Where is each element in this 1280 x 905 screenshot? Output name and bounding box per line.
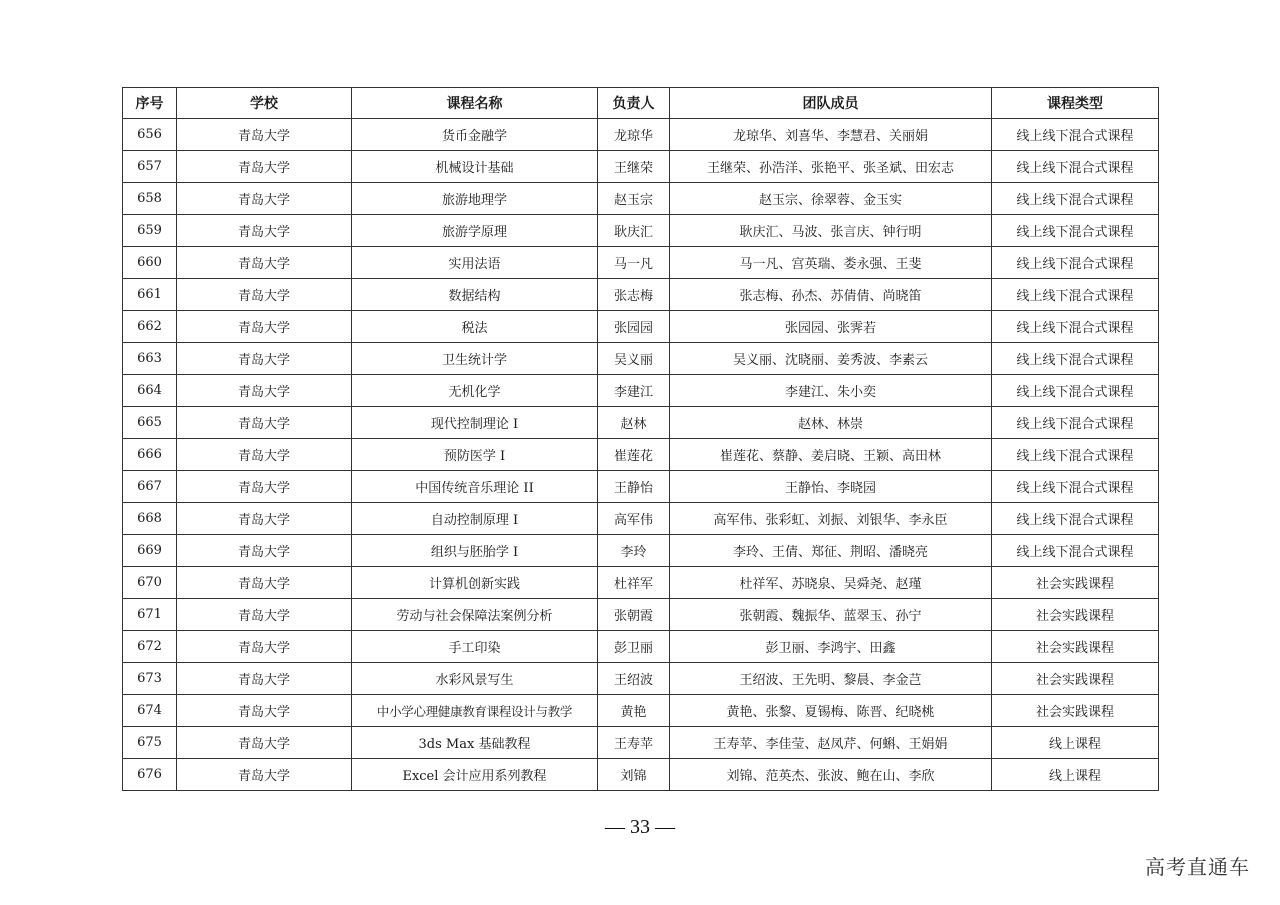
cell-lead: 赵玉宗 — [598, 183, 670, 215]
cell-school: 青岛大学 — [177, 151, 352, 183]
cell-team-members: 李建江、朱小奕 — [670, 375, 992, 407]
cell-team-members: 张朝霞、魏振华、蓝翠玉、孙宁 — [670, 599, 992, 631]
cell-course-name: 组织与胚胎学 I — [352, 535, 598, 567]
cell-school: 青岛大学 — [177, 375, 352, 407]
table-row — [123, 311, 1159, 343]
cell-course-type: 线上线下混合式课程 — [992, 183, 1159, 215]
table-row — [123, 535, 1159, 567]
cell-lead: 彭卫丽 — [598, 631, 670, 663]
cell-seq: 668 — [123, 503, 177, 535]
table-row — [123, 727, 1159, 759]
cell-school: 青岛大学 — [177, 407, 352, 439]
table-row — [123, 695, 1159, 727]
cell-course-type: 社会实践课程 — [992, 695, 1159, 727]
header-team-members: 团队成员 — [670, 88, 992, 119]
cell-seq: 658 — [123, 183, 177, 215]
cell-course-name: 中小学心理健康教育课程设计与教学 — [352, 695, 598, 727]
table-row — [123, 631, 1159, 663]
cell-school: 青岛大学 — [177, 663, 352, 695]
cell-lead: 耿庆汇 — [598, 215, 670, 247]
page-number: — 33 — — [605, 816, 675, 838]
cell-course-type: 社会实践课程 — [992, 631, 1159, 663]
cell-seq: 672 — [123, 631, 177, 663]
cell-lead: 刘锦 — [598, 759, 670, 791]
cell-course-name: 中国传统音乐理论 II — [352, 471, 598, 503]
cell-school: 青岛大学 — [177, 279, 352, 311]
cell-course-type: 线上课程 — [992, 759, 1159, 791]
cell-team-members: 吴义丽、沈晓丽、姜秀波、李素云 — [670, 343, 992, 375]
cell-team-members: 张志梅、孙杰、苏倩倩、尚晓笛 — [670, 279, 992, 311]
cell-lead: 黄艳 — [598, 695, 670, 727]
cell-team-members: 李玲、王倩、郑征、荆昭、潘晓亮 — [670, 535, 992, 567]
cell-lead: 张志梅 — [598, 279, 670, 311]
cell-course-name: 数据结构 — [352, 279, 598, 311]
cell-course-name: 3ds Max 基础教程 — [352, 727, 598, 759]
cell-team-members: 王静怡、李晓园 — [670, 471, 992, 503]
table-row — [123, 151, 1159, 183]
cell-seq: 661 — [123, 279, 177, 311]
cell-course-type: 线上线下混合式课程 — [992, 247, 1159, 279]
cell-course-name: 税法 — [352, 311, 598, 343]
cell-team-members: 刘锦、范英杰、张波、鲍在山、李欣 — [670, 759, 992, 791]
cell-course-name: 无机化学 — [352, 375, 598, 407]
table-row — [123, 343, 1159, 375]
table-row — [123, 215, 1159, 247]
cell-course-name: Excel 会计应用系列教程 — [352, 759, 598, 791]
cell-lead: 吴义丽 — [598, 343, 670, 375]
cell-school: 青岛大学 — [177, 503, 352, 535]
cell-course-name: 旅游学原理 — [352, 215, 598, 247]
header-course-type: 课程类型 — [992, 88, 1159, 119]
table-row — [123, 439, 1159, 471]
cell-seq: 671 — [123, 599, 177, 631]
cell-seq: 665 — [123, 407, 177, 439]
cell-team-members: 耿庆汇、马波、张言庆、钟行明 — [670, 215, 992, 247]
cell-seq: 656 — [123, 119, 177, 151]
cell-seq: 657 — [123, 151, 177, 183]
cell-team-members: 龙琼华、刘喜华、李慧君、关丽娟 — [670, 119, 992, 151]
cell-course-type: 线上线下混合式课程 — [992, 311, 1159, 343]
cell-course-name: 旅游地理学 — [352, 183, 598, 215]
cell-course-type: 线上线下混合式课程 — [992, 119, 1159, 151]
table-body — [123, 119, 1159, 791]
header-school: 学校 — [177, 88, 352, 119]
cell-course-name: 劳动与社会保障法案例分析 — [352, 599, 598, 631]
cell-team-members: 高军伟、张彩虹、刘振、刘银华、李永臣 — [670, 503, 992, 535]
cell-seq: 666 — [123, 439, 177, 471]
header-course-name: 课程名称 — [352, 88, 598, 119]
cell-lead: 杜祥军 — [598, 567, 670, 599]
cell-school: 青岛大学 — [177, 215, 352, 247]
cell-course-type: 社会实践课程 — [992, 567, 1159, 599]
table-row — [123, 119, 1159, 151]
cell-lead: 王继荣 — [598, 151, 670, 183]
cell-school: 青岛大学 — [177, 183, 352, 215]
cell-school: 青岛大学 — [177, 439, 352, 471]
cell-school: 青岛大学 — [177, 119, 352, 151]
cell-seq: 676 — [123, 759, 177, 791]
cell-seq: 660 — [123, 247, 177, 279]
cell-team-members: 杜祥军、苏晓泉、吴舜尧、赵瑾 — [670, 567, 992, 599]
cell-team-members: 赵林、林崇 — [670, 407, 992, 439]
cell-lead: 张朝霞 — [598, 599, 670, 631]
cell-school: 青岛大学 — [177, 343, 352, 375]
cell-lead: 赵林 — [598, 407, 670, 439]
cell-school: 青岛大学 — [177, 471, 352, 503]
cell-team-members: 黄艳、张黎、夏锡梅、陈晋、纪晓桃 — [670, 695, 992, 727]
table-row — [123, 599, 1159, 631]
cell-course-name: 货币金融学 — [352, 119, 598, 151]
cell-seq: 670 — [123, 567, 177, 599]
table-header-row — [123, 88, 1159, 119]
table-row — [123, 759, 1159, 791]
cell-team-members: 彭卫丽、李鸿宇、田鑫 — [670, 631, 992, 663]
cell-course-type: 线上线下混合式课程 — [992, 439, 1159, 471]
table-row — [123, 375, 1159, 407]
cell-school: 青岛大学 — [177, 311, 352, 343]
cell-lead: 王寿苹 — [598, 727, 670, 759]
table-row — [123, 247, 1159, 279]
table-row — [123, 183, 1159, 215]
cell-seq: 673 — [123, 663, 177, 695]
cell-course-type: 线上线下混合式课程 — [992, 151, 1159, 183]
table-row — [123, 663, 1159, 695]
cell-seq: 675 — [123, 727, 177, 759]
cell-lead: 张园园 — [598, 311, 670, 343]
cell-course-type: 线上线下混合式课程 — [992, 407, 1159, 439]
cell-course-name: 现代控制理论 I — [352, 407, 598, 439]
cell-school: 青岛大学 — [177, 247, 352, 279]
cell-team-members: 马一凡、宫英瑞、娄永强、王斐 — [670, 247, 992, 279]
watermark-text: 高考直通车 — [1145, 855, 1250, 879]
header-lead: 负责人 — [598, 88, 670, 119]
cell-lead: 龙琼华 — [598, 119, 670, 151]
cell-school: 青岛大学 — [177, 567, 352, 599]
cell-course-type: 线上线下混合式课程 — [992, 343, 1159, 375]
cell-course-type: 线上线下混合式课程 — [992, 471, 1159, 503]
cell-team-members: 王寿苹、李佳莹、赵凤芹、何蝌、王娟娟 — [670, 727, 992, 759]
table-row — [123, 279, 1159, 311]
cell-course-type: 线上线下混合式课程 — [992, 375, 1159, 407]
cell-team-members: 王继荣、孙浩洋、张艳平、张圣斌、田宏志 — [670, 151, 992, 183]
course-table — [122, 87, 1159, 791]
cell-course-name: 自动控制原理 I — [352, 503, 598, 535]
cell-lead: 高军伟 — [598, 503, 670, 535]
cell-team-members: 王绍波、王先明、黎晨、李金芑 — [670, 663, 992, 695]
cell-seq: 663 — [123, 343, 177, 375]
cell-course-name: 水彩风景写生 — [352, 663, 598, 695]
cell-lead: 王静怡 — [598, 471, 670, 503]
cell-course-type: 社会实践课程 — [992, 599, 1159, 631]
cell-seq: 669 — [123, 535, 177, 567]
cell-team-members: 赵玉宗、徐翠蓉、金玉实 — [670, 183, 992, 215]
cell-school: 青岛大学 — [177, 599, 352, 631]
cell-lead: 王绍波 — [598, 663, 670, 695]
cell-course-name: 卫生统计学 — [352, 343, 598, 375]
cell-school: 青岛大学 — [177, 535, 352, 567]
cell-seq: 667 — [123, 471, 177, 503]
cell-school: 青岛大学 — [177, 631, 352, 663]
table-row — [123, 471, 1159, 503]
cell-course-type: 线上线下混合式课程 — [992, 279, 1159, 311]
cell-course-name: 计算机创新实践 — [352, 567, 598, 599]
cell-seq: 659 — [123, 215, 177, 247]
cell-school: 青岛大学 — [177, 727, 352, 759]
cell-team-members: 崔莲花、蔡静、姜启晓、王颖、高田林 — [670, 439, 992, 471]
cell-team-members: 张园园、张霁若 — [670, 311, 992, 343]
cell-lead: 李建江 — [598, 375, 670, 407]
cell-course-name: 预防医学 I — [352, 439, 598, 471]
cell-course-name: 手工印染 — [352, 631, 598, 663]
cell-course-name: 机械设计基础 — [352, 151, 598, 183]
header-seq: 序号 — [123, 88, 177, 119]
cell-school: 青岛大学 — [177, 759, 352, 791]
cell-school: 青岛大学 — [177, 695, 352, 727]
cell-course-type: 社会实践课程 — [992, 663, 1159, 695]
cell-seq: 662 — [123, 311, 177, 343]
cell-lead: 李玲 — [598, 535, 670, 567]
table-row — [123, 503, 1159, 535]
cell-course-name: 实用法语 — [352, 247, 598, 279]
cell-lead: 马一凡 — [598, 247, 670, 279]
cell-course-type: 线上线下混合式课程 — [992, 215, 1159, 247]
cell-lead: 崔莲花 — [598, 439, 670, 471]
cell-course-type: 线上课程 — [992, 727, 1159, 759]
table-row — [123, 407, 1159, 439]
table-row — [123, 567, 1159, 599]
cell-course-type: 线上线下混合式课程 — [992, 503, 1159, 535]
cell-seq: 664 — [123, 375, 177, 407]
cell-seq: 674 — [123, 695, 177, 727]
cell-course-type: 线上线下混合式课程 — [992, 535, 1159, 567]
